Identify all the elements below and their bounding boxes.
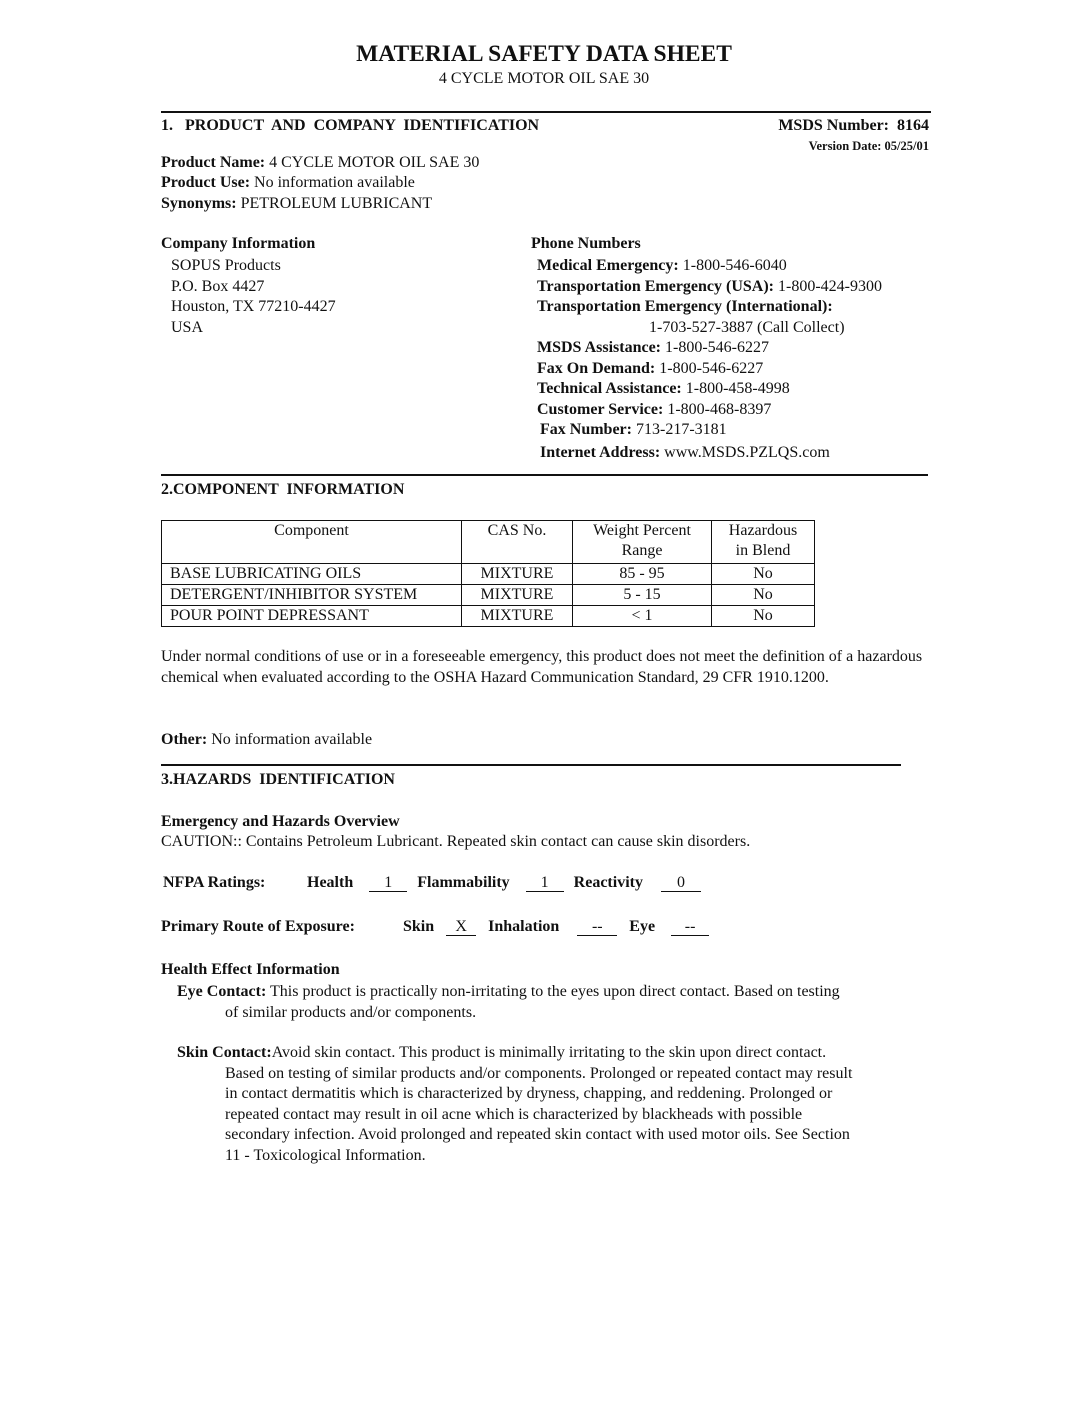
component-table <box>161 520 815 627</box>
cell-cas: MIXTURE <box>462 564 573 585</box>
skin-contact-continuation: 11 - Toxicological Information. <box>225 1146 426 1164</box>
phone-value: 1-800-546-6227 <box>665 339 769 356</box>
cell-component: BASE LUBRICATING OILS <box>162 564 462 585</box>
section3-heading: 3.HAZARDS IDENTIFICATION <box>161 771 395 788</box>
flammability-label: Flammability <box>417 874 510 891</box>
eye-contact-continuation: of similar products and/or components. <box>225 1003 477 1021</box>
table-row <box>162 606 815 627</box>
skin-contact-continuation: secondary infection. Avoid prolonged and repeated skin contact with used motor oils. See Section <box>225 1126 850 1143</box>
column-header-cas: CAS No. <box>462 521 573 564</box>
skin-contact-continuation: Based on testing of similar products and/or components. Prolonged or repeated contact may result <box>225 1064 853 1082</box>
phone-value: 1-800-424-9300 <box>778 277 882 295</box>
phone-label: MSDS Assistance: <box>537 339 662 356</box>
phone-value: 1-800-458-4998 <box>685 380 790 397</box>
section2-heading: 2.COMPONENT INFORMATION <box>161 481 405 498</box>
eye-contact-text: This product is practically non-irritating to the eyes upon direct contact. Based on testing <box>270 983 840 1000</box>
phone-label: Transportation Emergency (International): <box>537 298 833 315</box>
company-line: P.O. Box 4427 <box>171 277 265 295</box>
reactivity-label: Reactivity <box>573 874 643 891</box>
phone-row <box>537 256 882 277</box>
phone-label: Internet Address: <box>540 443 661 461</box>
table-header-row <box>162 521 815 564</box>
skin-contact-continuation: repeated contact may result in oil acne which is characterized by blackheads with possible <box>225 1105 803 1123</box>
phone-value: 1-800-468-8397 <box>667 400 772 418</box>
skin-label: Skin <box>403 918 435 935</box>
overview-text: CAUTION:: Contains Petroleum Lubricant. Repeated skin contact can cause skin disorders. <box>161 833 751 850</box>
phone-row <box>537 318 882 339</box>
overview-heading: Emergency and Hazards Overview <box>161 813 400 830</box>
table-row <box>162 564 815 585</box>
column-header-weight: Weight Percent Range <box>573 521 712 564</box>
column-header-component: Component <box>162 521 462 564</box>
cell-weight: 5 - 15 <box>573 585 712 606</box>
product-use-label: Product Use: <box>161 174 251 191</box>
other-label: Other: <box>161 731 208 748</box>
health-effect-heading: Health Effect Information <box>161 961 340 978</box>
phone-value: 713-217-3181 <box>635 421 727 438</box>
phone-row <box>537 359 882 380</box>
phone-label: Fax On Demand: <box>537 359 656 377</box>
msds-number: MSDS Number: 8164 <box>778 117 929 134</box>
column-header-hazardous: Hazardous in Blend <box>712 521 815 564</box>
company-line: Houston, TX 77210-4427 <box>171 298 336 315</box>
phone-row <box>537 277 882 298</box>
phone-row <box>537 379 882 400</box>
product-name-label: Product Name: <box>161 154 266 171</box>
company-info-heading: Company Information <box>161 235 316 252</box>
phone-value: 1-800-546-6040 <box>682 257 787 274</box>
phone-numbers-heading: Phone Numbers <box>531 235 641 252</box>
skin-contact-text: Avoid skin contact. This product is minimally irritating to the skin upon direct contact. <box>271 1044 827 1061</box>
skin-contact-continuation: in contact dermatitis which is characterized by dryness, chapping, and reddening. Prolonged or <box>225 1085 833 1102</box>
phone-value: www.MSDS.PZLQS.com <box>664 443 830 461</box>
synonyms-value: PETROLEUM LUBRICANT <box>240 195 433 212</box>
product-name-row <box>161 153 479 174</box>
synonyms-row <box>161 194 432 215</box>
nfpa-ratings-row <box>163 873 701 894</box>
eye-contact-block <box>161 982 931 1023</box>
phone-label: Transportation Emergency (USA): <box>537 277 775 295</box>
skin-contact-block <box>161 1043 941 1166</box>
cell-hazardous: No <box>712 585 815 606</box>
product-use-value: No information available <box>254 174 415 191</box>
phone-row <box>537 443 882 464</box>
section-divider <box>161 474 928 476</box>
inhalation-exposure-value: -- <box>577 918 617 936</box>
cell-weight: < 1 <box>573 606 712 627</box>
version-date: Version Date: 05/25/01 <box>808 139 929 153</box>
reactivity-rating: 0 <box>661 874 701 892</box>
company-address <box>171 256 336 338</box>
phone-row <box>537 420 882 441</box>
cell-cas: MIXTURE <box>462 585 573 606</box>
eye-contact-line <box>161 982 931 1003</box>
cell-component: POUR POINT DEPRESSANT <box>162 606 462 627</box>
company-line: SOPUS Products <box>171 257 281 274</box>
inhalation-label: Inhalation <box>488 918 560 935</box>
document-title: MATERIAL SAFETY DATA SHEET <box>356 41 732 67</box>
cell-hazardous: No <box>712 606 815 627</box>
skin-contact-line <box>161 1043 941 1064</box>
phone-label: Customer Service: <box>537 400 664 418</box>
eye-contact-label: Eye Contact: <box>177 983 267 1000</box>
synonyms-label: Synonyms: <box>161 195 237 212</box>
phone-label: Technical Assistance: <box>537 380 682 397</box>
osha-paragraph: Under normal conditions of use or in a foreseeable emergency, this product does not meet the definition of a hazardous chemical when evaluated according to the OSHA Hazard Communication Standard, 29 CFR 1910.1200. <box>161 648 923 686</box>
phone-row <box>537 297 882 318</box>
skin-exposure-value: X <box>446 918 476 936</box>
cell-cas: MIXTURE <box>462 606 573 627</box>
route-of-exposure-row <box>161 917 709 938</box>
document-subtitle: 4 CYCLE MOTOR OIL SAE 30 <box>438 70 650 87</box>
nfpa-label: NFPA Ratings: <box>163 874 266 891</box>
product-use-row <box>161 173 415 194</box>
route-label: Primary Route of Exposure: <box>161 918 355 935</box>
eye-exposure-value: -- <box>671 918 709 936</box>
section1-heading: 1. PRODUCT AND COMPANY IDENTIFICATION <box>161 117 540 134</box>
health-label: Health <box>307 874 354 891</box>
skin-contact-label: Skin Contact: <box>177 1044 272 1061</box>
company-line: USA <box>171 318 204 336</box>
phone-label: Medical Emergency: <box>537 257 679 274</box>
phone-row <box>537 338 882 359</box>
phone-value: 1-703-527-3887 (Call Collect) <box>649 318 845 336</box>
phone-value: 1-800-546-6227 <box>659 359 764 377</box>
health-rating: 1 <box>369 874 407 892</box>
phone-label: Fax Number: <box>540 421 632 438</box>
phone-row <box>537 400 882 421</box>
phone-list <box>537 256 882 463</box>
eye-label: Eye <box>629 918 656 935</box>
other-row <box>161 730 372 751</box>
cell-weight: 85 - 95 <box>573 564 712 585</box>
cell-hazardous: No <box>712 564 815 585</box>
product-name-value: 4 CYCLE MOTOR OIL SAE 30 <box>269 154 480 171</box>
section-divider <box>161 111 931 113</box>
flammability-rating: 1 <box>526 874 564 892</box>
section-divider <box>161 764 901 766</box>
other-value: No information available <box>211 731 373 748</box>
table-row <box>162 585 815 606</box>
cell-component: DETERGENT/INHIBITOR SYSTEM <box>162 585 462 606</box>
